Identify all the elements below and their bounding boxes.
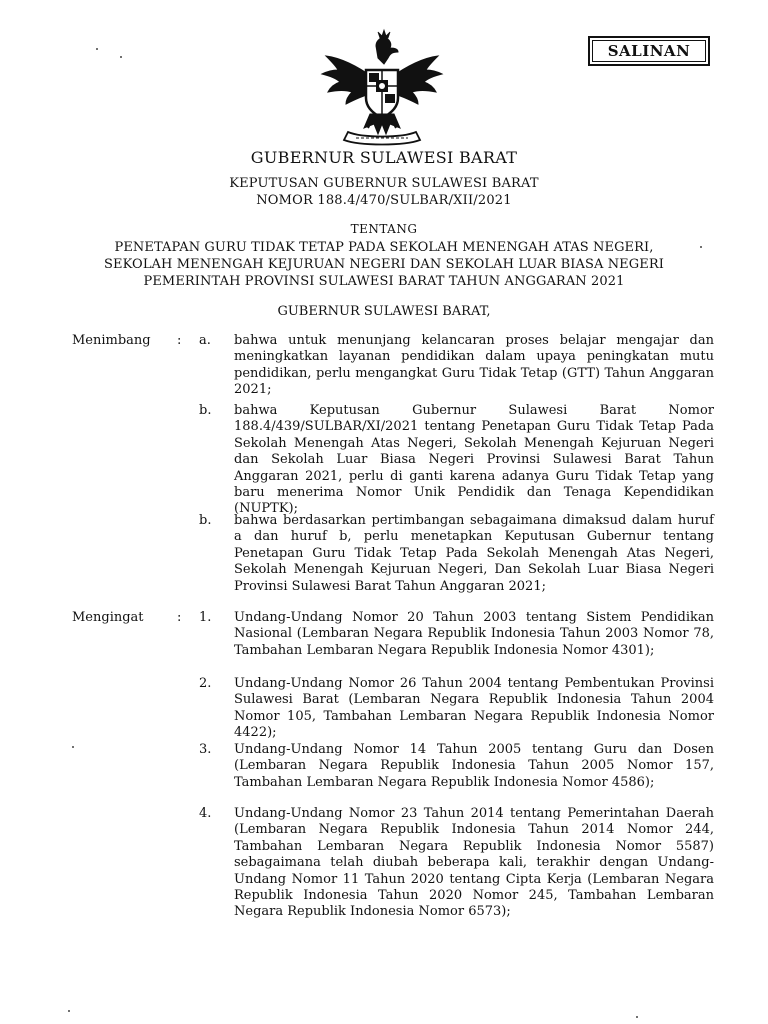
scan-speck [72,746,74,748]
subject-line: PEMERINTAH PROVINSI SULAWESI BARAT TAHUN ANGGARAN 2021 [143,274,625,289]
considering-item-text: bahwa Keputusan Gubernur Sulawesi Barat Nomor 188.4/439/SULBAR/XI/2021 tentang Penetapan Guru Tidak Tetap Pada Sekolah Menengah Atas Negeri, Sekolah Menengah Kejuruan Negeri dan Sekolah Luar Biasa Negeri Provinsi Sulawesi Barat Tahun Anggaran 2021, perlu di ganti karena adanya Guru Tidak Tetap yang baru menerima Nomor Unik Pendidik dan Tenaga Kependidikan (NUPTK); [234,403,714,517]
recalling-item-marker: 4. [199,806,212,821]
subject-line: PENETAPAN GURU TIDAK TETAP PADA SEKOLAH MENENGAH ATAS NEGERI, [114,240,654,255]
recalling-item-text: Undang-Undang Nomor 20 Tahun 2003 tentang Sistem Pendidikan Nasional (Lembaran Negara Republik Indonesia Tahun 2003 Nomor 78, Tambahan Lembaran Negara Republik Indonesia Nomor 4301); [234,610,714,658]
recalling-label: Mengingat [72,610,144,625]
recalling-item-marker: 1. [199,610,212,625]
considering-item-marker: b. [199,403,212,418]
considering-label: Menimbang [72,333,151,348]
recalling-colon: : [177,610,182,625]
recalling-item-marker: 3. [199,742,212,757]
considering-item-text: bahwa berdasarkan pertimbangan sebagaimana dimaksud dalam huruf a dan huruf b, perlu menetapkan Keputusan Gubernur tentang Penetapan Guru Tidak Tetap Pada Sekolah Menengah Atas Negeri, Sekolah Menengah Kejuruan Negeri, Dan Sekolah Luar Biasa Negeri Provinsi Sulawesi Barat Tahun Anggaran 2021; [234,513,714,594]
copy-stamp-label: SALINAN [607,42,691,60]
scan-speck [68,1010,70,1012]
considering-colon: : [177,333,182,348]
recalling-item-text: Undang-Undang Nomor 14 Tahun 2005 tentang Guru dan Dosen (Lembaran Negara Republik Indonesia Tahun 2005 Nomor 157, Tambahan Lembaran Negara Republik Indonesia Nomor 4586); [234,742,714,790]
garuda-emblem-icon [312,28,452,146]
scan-speck [120,56,122,58]
copy-stamp [588,36,710,66]
about-label: TENTANG [350,222,418,236]
recalling-item-marker: 2. [199,676,212,691]
governor-address: GUBERNUR SULAWESI BARAT, [277,304,491,319]
scan-speck [636,1016,638,1018]
recalling-item-text: Undang-Undang Nomor 23 Tahun 2014 tentang Pemerintahan Daerah (Lembaran Negara Republik Indonesia Tahun 2014 Nomor 244, Tambahan Lembaran Negara Republik Indonesia Nomor 5587) sebagaimana telah diubah beberapa kali, terakhir dengan Undang-Undang Nomor 11 Tahun 2020 tentang Cipta Kerja (Lembaran Negara Republik Indonesia Tahun 2020 Nomor 245, Tambahan Lembaran Negara Republik Indonesia Nomor 6573); [234,806,714,920]
subject-line: SEKOLAH MENENGAH KEJURUAN NEGERI DAN SEKOLAH LUAR BIASA NEGERI [104,257,664,272]
considering-item-text: bahwa untuk menunjang kelancaran proses belajar mengajar dan meningkatkan layanan pendidikan dalam upaya peningkatan mutu pendidikan, perlu mengangkat Guru Tidak Tetap (GTT) Tahun Anggaran 2021; [234,333,714,398]
considering-item-marker: a. [199,333,211,348]
recalling-item-text: Undang-Undang Nomor 26 Tahun 2004 tentang Pembentukan Provinsi Sulawesi Barat (Lembaran Negara Republik Indonesia Tahun 2004 Nomor 105, Tambahan Lembaran Negara Republik Indonesia Nomor 4422); [234,676,714,741]
decree-number: NOMOR 188.4/470/SULBAR/XII/2021 [256,193,512,208]
decree-title: KEPUTUSAN GUBERNUR SULAWESI BARAT [229,176,539,191]
scan-speck [96,48,98,50]
considering-item-marker: b. [199,513,212,528]
governor-title: GUBERNUR SULAWESI BARAT [250,148,518,167]
